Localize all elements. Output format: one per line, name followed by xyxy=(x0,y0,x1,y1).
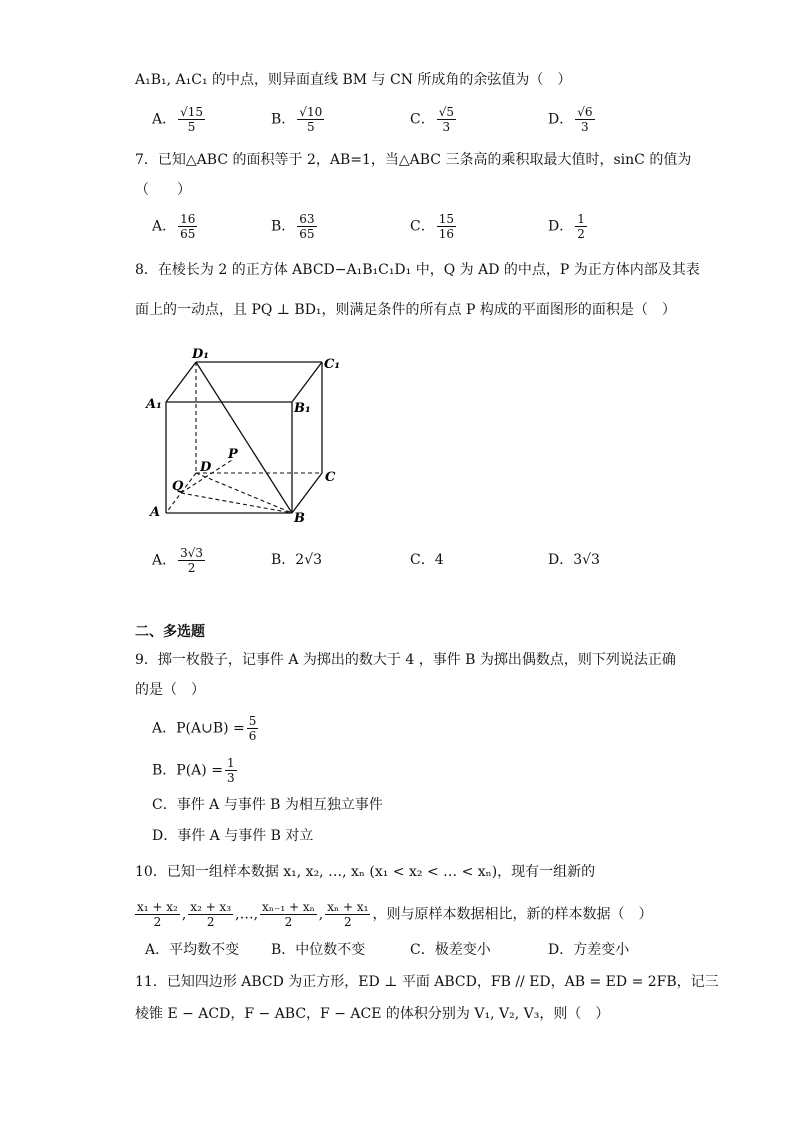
q10-fraction-3-den: 2 xyxy=(284,915,293,929)
q6-option-c-num: √5 xyxy=(438,105,454,119)
q9-option-b-pre: B．P(A) = xyxy=(152,762,223,779)
q6-option-d-num: √6 xyxy=(577,105,593,119)
q7-option-b-den: 65 xyxy=(299,227,315,241)
q7-option-c-fraction xyxy=(437,212,456,241)
label-a1: A₁ xyxy=(146,397,162,412)
q6-option-c[interactable] xyxy=(410,105,458,134)
q10-stem-line1: 10．已知一组样本数据 x₁, x₂, …, xₙ (x₁ < x₂ < … < xₙ)，现有一组新的 xyxy=(135,864,596,880)
q9-option-a-fraction xyxy=(247,714,259,743)
label-p: P xyxy=(228,447,238,462)
q8-option-d[interactable]: D．3√3 xyxy=(548,552,600,568)
q6-option-d-label: D． xyxy=(548,111,574,128)
q9-stem-line1: 9．掷一枚骰子，记事件 A 为掷出的数大于 4 ，事件 B 为掷出偶数点，则下列说法正确 xyxy=(135,652,676,668)
q7-option-a-den: 65 xyxy=(180,227,196,241)
q7-option-d-den: 2 xyxy=(577,227,585,241)
q10-fraction-1 xyxy=(135,900,180,929)
q6-option-b-den: 5 xyxy=(306,120,315,134)
label-d1: D₁ xyxy=(192,347,209,362)
q6-option-a-num: √15 xyxy=(180,105,204,119)
q10-option-b[interactable]: B．中位数不变 xyxy=(271,942,366,958)
label-c1: C₁ xyxy=(324,357,341,372)
q6-option-c-label: C． xyxy=(410,111,435,128)
diagonal-d1-b xyxy=(196,362,292,513)
q9-option-a[interactable] xyxy=(152,714,260,743)
q10-option-c[interactable]: C．极差变小 xyxy=(410,942,491,958)
q7-option-d-fraction xyxy=(575,212,587,241)
q10-fraction-2-num: x₂ + x₃ xyxy=(190,900,232,914)
q10-stem-line2: $\frac{\text{x₁ + x₂}}{2}$ , $\frac{\text{x₂ + x₃}}{2}$ ,…, $\frac{\text{xₙ₋₁ + xₙ}}{2}$ , $\frac{\text{xₙ + x₁}}{2}$ ，则与原样本数据相比，新的样本数据（ ） xyxy=(137,900,653,929)
q8-stem-line1: 8．在棱长为 2 的正方体 ABCD−A₁B₁C₁D₁ 中，Q 为 AD 的中点，P 为正方体内部及其表 xyxy=(135,262,700,278)
q7-option-a-num: 16 xyxy=(180,212,196,226)
q7-stem-line2: （ ） xyxy=(135,182,191,198)
label-b1: B₁ xyxy=(294,401,311,416)
segment-q-b-hidden xyxy=(181,493,292,513)
q11-stem-line2: 棱锥 E − ACD，F − ABC，F − ACE 的体积分别为 V₁, V₂, V₃，则（ ） xyxy=(135,1006,610,1022)
q10-fraction-4 xyxy=(325,900,370,929)
q9-option-b-num: 1 xyxy=(226,756,235,770)
q6-option-c-fraction xyxy=(437,105,456,134)
q7-option-c-den: 16 xyxy=(438,227,454,241)
q7-option-b-fraction xyxy=(297,212,316,241)
q7-option-a-label: A． xyxy=(152,218,177,235)
q6-option-b-num: √10 xyxy=(299,105,323,119)
q9-option-a-num: 5 xyxy=(248,714,257,728)
q7-option-c-label: C． xyxy=(410,218,435,235)
q10-option-d[interactable]: D．方差变小 xyxy=(548,942,630,958)
q9-option-b-den: 3 xyxy=(226,771,235,785)
q10-fraction-4-num: xₙ + x₁ xyxy=(327,900,369,914)
edge-c-b xyxy=(292,473,322,513)
edge-b1-c1 xyxy=(292,362,322,402)
label-b: B xyxy=(294,511,305,526)
label-c: C xyxy=(325,470,336,485)
q6-option-c-den: 3 xyxy=(442,120,451,134)
q10-fraction-1-num: x₁ + x₂ xyxy=(137,900,178,914)
q6-option-a-label: A． xyxy=(152,111,177,128)
q9-option-c[interactable]: C．事件 A 与事件 B 为相互独立事件 xyxy=(152,797,383,813)
q6-option-d[interactable] xyxy=(548,105,597,134)
q9-option-a-den: 6 xyxy=(248,729,257,743)
q8-option-a-den: 2 xyxy=(187,561,196,575)
q7-option-a-fraction xyxy=(178,212,197,241)
q7-option-d-label: D． xyxy=(548,218,574,235)
q7-option-d-num: 1 xyxy=(577,212,585,226)
edge-a1-d1 xyxy=(166,362,196,402)
q10-fraction-3-num: xₙ₋₁ + xₙ xyxy=(262,900,315,914)
q7-option-c-num: 15 xyxy=(438,212,454,226)
q9-option-a-pre: A．P(A∪B) = xyxy=(152,720,245,737)
q8-option-b[interactable]: B．2√3 xyxy=(271,552,323,568)
q7-option-a[interactable] xyxy=(152,212,199,241)
q6-option-b-fraction xyxy=(297,105,324,134)
q9-option-d[interactable]: D．事件 A 与事件 B 对立 xyxy=(152,828,314,844)
q10-fraction-4-den: 2 xyxy=(344,915,352,929)
q6-option-b[interactable] xyxy=(271,105,326,134)
q8-option-a[interactable] xyxy=(152,546,207,575)
q6-option-d-fraction xyxy=(575,105,594,134)
q10-fraction-2 xyxy=(188,900,233,929)
q6-option-a[interactable] xyxy=(152,105,207,134)
segment-d-b-hidden xyxy=(196,473,292,513)
q11-stem-line1: 11．已知四边形 ABCD 为正方形，ED ⊥ 平面 ABCD，FB // ED，AB = ED = 2FB，记三 xyxy=(135,974,719,990)
section-heading-multiple-choice: 二、多选题 xyxy=(135,624,205,640)
q9-option-b[interactable] xyxy=(152,756,239,785)
cube-figure xyxy=(140,340,350,530)
label-a: A xyxy=(150,505,161,520)
q10-stem-line2-tail: ，则与原样本数据相比，新的样本数据（ ） xyxy=(372,906,653,923)
q7-option-d[interactable] xyxy=(548,212,589,241)
q6-stem-tail: A₁B₁, A₁C₁ 的中点，则异面直线 BM 与 CN 所成角的余弦值为（ ） xyxy=(135,72,572,88)
q10-option-a[interactable]: A．平均数不变 xyxy=(145,942,240,958)
q9-stem-line2: 的是（ ） xyxy=(135,682,205,698)
q6-option-a-den: 5 xyxy=(187,120,196,134)
q8-option-a-label: A． xyxy=(152,552,177,569)
label-d: D xyxy=(200,460,212,475)
label-q: Q xyxy=(172,479,184,494)
q8-stem-line2: 面上的一动点，且 PQ ⊥ BD₁，则满足条件的所有点 P 构成的平面图形的面积是（ ） xyxy=(135,302,676,318)
q7-option-c[interactable] xyxy=(410,212,458,241)
q8-option-c[interactable]: C．4 xyxy=(410,552,444,568)
q10-fraction-2-den: 2 xyxy=(206,915,215,929)
q6-option-a-fraction xyxy=(178,105,205,134)
q7-stem-line1: 7．已知△ABC 的面积等于 2，AB=1，当△ABC 三条高的乘积取最大值时，sinC 的值为 xyxy=(135,152,692,168)
q6-option-d-den: 3 xyxy=(581,120,589,134)
q7-option-b[interactable] xyxy=(271,212,319,241)
q8-option-a-num: 3√3 xyxy=(180,546,204,560)
q7-option-b-label: B． xyxy=(271,218,296,235)
q6-option-b-label: B． xyxy=(271,111,296,128)
q10-fraction-1-den: 2 xyxy=(153,915,162,929)
q8-option-a-fraction xyxy=(178,546,205,575)
q10-fraction-3 xyxy=(260,900,317,929)
q9-option-b-fraction xyxy=(225,756,237,785)
q7-option-b-num: 63 xyxy=(299,212,315,226)
